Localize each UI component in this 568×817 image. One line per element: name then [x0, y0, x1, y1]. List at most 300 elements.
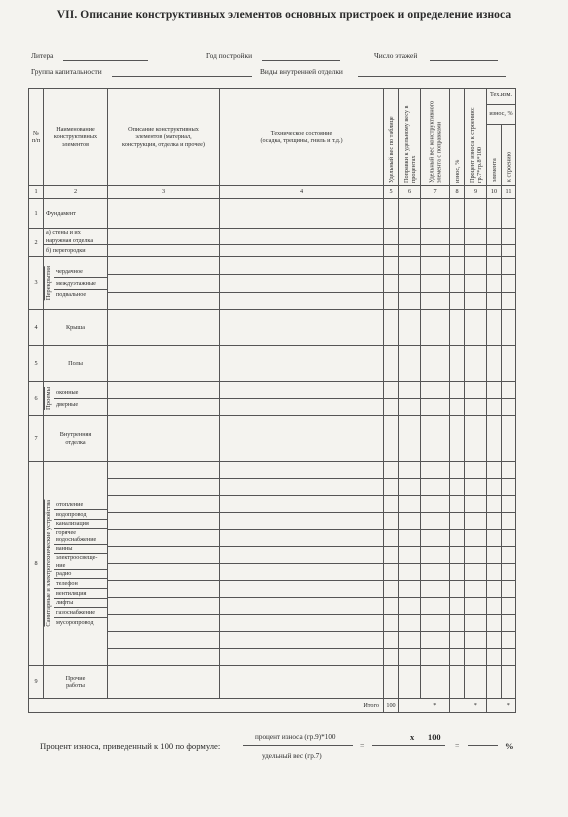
value-cell[interactable]: [421, 199, 450, 229]
state-cell[interactable]: [220, 229, 384, 245]
value-cell[interactable]: [399, 479, 421, 496]
col-header-wear: износ, %: [450, 89, 465, 186]
value-cell[interactable]: [384, 257, 399, 275]
col-header-corrections: Поправки к удельному весу в процентах: [399, 89, 421, 186]
desc-cell[interactable]: [108, 310, 220, 346]
desc-cell[interactable]: [108, 245, 220, 257]
desc-cell[interactable]: [108, 399, 220, 416]
value-cell[interactable]: [399, 632, 421, 649]
value-cell[interactable]: [421, 346, 450, 382]
equals-sign-2: =: [455, 741, 460, 750]
value-cell[interactable]: [399, 275, 421, 293]
value-cell[interactable]: [502, 462, 516, 479]
value-cell[interactable]: [487, 346, 502, 382]
state-cell[interactable]: [220, 310, 384, 346]
row-number: 3: [29, 257, 44, 310]
value-cell[interactable]: [384, 346, 399, 382]
sub-item: газоснабжение: [54, 608, 107, 618]
value-cell[interactable]: [502, 382, 516, 399]
value-cell[interactable]: [502, 615, 516, 632]
desc-cell[interactable]: [108, 581, 220, 598]
value-cell[interactable]: [502, 598, 516, 615]
year-label: Год постройки: [206, 51, 253, 60]
value-cell[interactable]: [487, 547, 502, 564]
col-header-tech: [487, 89, 516, 125]
value-cell[interactable]: [465, 547, 487, 564]
desc-cell[interactable]: [108, 479, 220, 496]
value-cell[interactable]: [487, 666, 502, 699]
table-row: [29, 416, 516, 462]
group-label: Группа капитальности: [31, 67, 102, 76]
value-cell[interactable]: [502, 199, 516, 229]
value-cell[interactable]: [421, 530, 450, 547]
col-header-name: Наименование конструктивных элементов: [44, 89, 108, 186]
value-cell[interactable]: [487, 257, 502, 275]
value-cell[interactable]: [502, 229, 516, 245]
value-cell[interactable]: [502, 632, 516, 649]
value-cell[interactable]: [487, 245, 502, 257]
value-cell[interactable]: [421, 416, 450, 462]
value-cell[interactable]: [399, 346, 421, 382]
row-number: 5: [29, 346, 44, 382]
state-cell[interactable]: [220, 513, 384, 530]
finish-field[interactable]: [358, 76, 506, 77]
value-cell[interactable]: [450, 275, 465, 293]
litera-field[interactable]: [63, 60, 148, 61]
value-cell[interactable]: [465, 462, 487, 479]
value-cell[interactable]: [487, 496, 502, 513]
value-cell[interactable]: [450, 581, 465, 598]
value-cell[interactable]: [399, 462, 421, 479]
value-cell[interactable]: [450, 496, 465, 513]
value-cell[interactable]: [502, 346, 516, 382]
value-cell[interactable]: [421, 513, 450, 530]
sub-item: междуэтажные: [54, 278, 107, 290]
value-cell[interactable]: [465, 615, 487, 632]
value-cell[interactable]: [487, 598, 502, 615]
value-cell[interactable]: [465, 293, 487, 310]
group-label-sanitary: Санитарные и электротехнические устройства: [45, 500, 52, 627]
value-cell[interactable]: [421, 547, 450, 564]
value-cell[interactable]: [487, 530, 502, 547]
value-cell[interactable]: [399, 382, 421, 399]
value-cell[interactable]: [465, 666, 487, 699]
col-header-desc: Описание конструктивных элементов (материал, конструкция, отделка и прочее): [108, 89, 220, 186]
sub-item: оконные: [54, 387, 107, 399]
col-num: 8: [450, 186, 465, 199]
value-cell[interactable]: [399, 310, 421, 346]
row-number: 1: [29, 199, 44, 229]
value-cell[interactable]: [421, 479, 450, 496]
value-cell[interactable]: [502, 564, 516, 581]
group-floors: [44, 257, 108, 310]
value-cell[interactable]: [421, 310, 450, 346]
value-cell[interactable]: [465, 310, 487, 346]
desc-cell[interactable]: [108, 666, 220, 699]
page-title: VII. Описание конструктивных элементов основных пристроек и определение износа: [56, 9, 512, 21]
sub-item: дверные: [56, 400, 79, 408]
desc-cell[interactable]: [108, 199, 220, 229]
sub-item: горячее водоснабжение: [54, 529, 107, 544]
value-cell[interactable]: [421, 229, 450, 245]
col-header-element: элемента: [487, 124, 502, 185]
value-cell[interactable]: [487, 564, 502, 581]
state-cell[interactable]: [220, 632, 384, 649]
element-label: Прочие работы: [44, 666, 108, 699]
value-cell[interactable]: [421, 564, 450, 581]
total-star: *: [421, 699, 450, 713]
value-cell[interactable]: [502, 399, 516, 416]
total-star: *: [502, 699, 516, 713]
element-label: б) перегородки: [44, 245, 108, 257]
state-cell[interactable]: [220, 462, 384, 479]
element-label: Крыша: [44, 310, 108, 346]
col-header-to-building: к строению: [502, 124, 516, 185]
table-row: [29, 245, 516, 257]
col-header-weight: Удельный вес по таблице: [384, 89, 399, 186]
value-cell[interactable]: [450, 666, 465, 699]
state-cell[interactable]: [220, 564, 384, 581]
value-cell[interactable]: [487, 462, 502, 479]
percent-sign: %: [505, 741, 514, 751]
value-cell[interactable]: [421, 462, 450, 479]
state-cell[interactable]: [220, 399, 384, 416]
value-cell[interactable]: [450, 615, 465, 632]
value-cell[interactable]: [502, 513, 516, 530]
value-cell[interactable]: [384, 245, 399, 257]
formula-denominator: удельный вес (гр.7): [262, 752, 322, 760]
value-cell[interactable]: [399, 496, 421, 513]
value-cell[interactable]: [502, 479, 516, 496]
value-cell[interactable]: [399, 530, 421, 547]
value-cell[interactable]: [384, 496, 399, 513]
value-cell[interactable]: [399, 615, 421, 632]
col-header-no: № п/п: [29, 89, 44, 186]
value-cell[interactable]: [450, 293, 465, 310]
value-cell[interactable]: [502, 547, 516, 564]
state-cell[interactable]: [220, 666, 384, 699]
value-cell[interactable]: [487, 229, 502, 245]
value-cell[interactable]: [502, 530, 516, 547]
value-cell[interactable]: [450, 346, 465, 382]
value-cell[interactable]: [384, 416, 399, 462]
value-cell[interactable]: [465, 382, 487, 399]
state-cell[interactable]: [220, 598, 384, 615]
value-cell[interactable]: [487, 479, 502, 496]
desc-cell[interactable]: [108, 513, 220, 530]
value-cell[interactable]: [384, 581, 399, 598]
desc-cell[interactable]: [108, 416, 220, 462]
value-cell[interactable]: [465, 416, 487, 462]
value-cell[interactable]: [384, 513, 399, 530]
sub-item: отопление: [54, 500, 107, 510]
total-star: *: [465, 699, 487, 713]
value-cell[interactable]: [450, 399, 465, 416]
value-cell[interactable]: [487, 581, 502, 598]
desc-cell[interactable]: [108, 462, 220, 479]
value-cell[interactable]: [399, 399, 421, 416]
value-cell[interactable]: [384, 598, 399, 615]
hundred-value: 100: [428, 733, 441, 742]
total-weight: 100: [384, 699, 399, 713]
col-num: 2: [44, 186, 108, 199]
row-number: 9: [29, 666, 44, 699]
value-cell[interactable]: [399, 513, 421, 530]
row-number: 4: [29, 310, 44, 346]
value-cell[interactable]: [502, 666, 516, 699]
desc-cell[interactable]: [108, 649, 220, 666]
desc-cell[interactable]: [108, 293, 220, 310]
value-cell[interactable]: [421, 615, 450, 632]
value-cell[interactable]: [502, 257, 516, 275]
value-cell[interactable]: [421, 632, 450, 649]
value-cell[interactable]: [465, 649, 487, 666]
value-cell[interactable]: [384, 632, 399, 649]
state-cell[interactable]: [220, 547, 384, 564]
state-cell[interactable]: [220, 615, 384, 632]
value-cell[interactable]: [384, 310, 399, 346]
value-cell[interactable]: [421, 382, 450, 399]
col-num: 11: [502, 186, 516, 199]
table-row: [29, 382, 516, 399]
desc-cell[interactable]: [108, 564, 220, 581]
state-cell[interactable]: [220, 382, 384, 399]
state-cell[interactable]: [220, 649, 384, 666]
value-cell[interactable]: [421, 598, 450, 615]
state-cell[interactable]: [220, 199, 384, 229]
floors-label: Число этажей: [374, 51, 418, 60]
value-cell[interactable]: [384, 530, 399, 547]
sub-item: чердачное: [54, 266, 107, 278]
group-field[interactable]: [112, 76, 252, 77]
desc-cell[interactable]: [108, 382, 220, 399]
value-cell[interactable]: [421, 245, 450, 257]
value-cell[interactable]: [450, 513, 465, 530]
year-field[interactable]: [262, 60, 340, 61]
value-cell[interactable]: [487, 632, 502, 649]
value-cell[interactable]: [421, 649, 450, 666]
value-cell[interactable]: [399, 666, 421, 699]
value-cell[interactable]: [450, 530, 465, 547]
state-cell[interactable]: [220, 496, 384, 513]
table-row: [29, 462, 516, 479]
desc-cell[interactable]: [108, 275, 220, 293]
desc-cell[interactable]: [108, 229, 220, 245]
value-cell[interactable]: [421, 257, 450, 275]
value-cell[interactable]: [421, 293, 450, 310]
value-cell[interactable]: [465, 257, 487, 275]
value-cell[interactable]: [465, 598, 487, 615]
desc-cell[interactable]: [108, 257, 220, 275]
value-cell[interactable]: [502, 581, 516, 598]
value-cell[interactable]: [384, 615, 399, 632]
col-num: 9: [465, 186, 487, 199]
desc-cell[interactable]: [108, 615, 220, 632]
state-cell[interactable]: [220, 275, 384, 293]
fraction-line: [243, 745, 353, 746]
table-row: [29, 229, 516, 245]
element-label: Фундамент: [44, 199, 108, 229]
value-cell[interactable]: [384, 229, 399, 245]
sub-item: подвальное: [56, 291, 87, 299]
value-cell[interactable]: [421, 666, 450, 699]
value-cell[interactable]: [384, 399, 399, 416]
value-cell[interactable]: [465, 245, 487, 257]
value-cell[interactable]: [502, 649, 516, 666]
value-cell[interactable]: [450, 199, 465, 229]
value-cell[interactable]: [487, 399, 502, 416]
value-cell[interactable]: [465, 399, 487, 416]
state-cell[interactable]: [220, 479, 384, 496]
value-cell[interactable]: [384, 547, 399, 564]
floors-field[interactable]: [430, 60, 498, 61]
value-cell[interactable]: [399, 245, 421, 257]
value-cell[interactable]: [384, 293, 399, 310]
state-cell[interactable]: [220, 416, 384, 462]
col-num: 10: [487, 186, 502, 199]
value-cell[interactable]: [450, 649, 465, 666]
value-cell[interactable]: [465, 346, 487, 382]
total-label: Итого: [29, 699, 384, 713]
value-cell[interactable]: [450, 547, 465, 564]
value-cell[interactable]: [384, 462, 399, 479]
value-cell[interactable]: [384, 199, 399, 229]
col-num: 1: [29, 186, 44, 199]
value-cell[interactable]: [465, 199, 487, 229]
desc-cell[interactable]: [108, 346, 220, 382]
value-cell[interactable]: [384, 275, 399, 293]
value-cell[interactable]: [399, 293, 421, 310]
sub-item: вентиляция: [54, 589, 107, 599]
value-cell[interactable]: [502, 293, 516, 310]
value-cell[interactable]: [502, 496, 516, 513]
total-row: [29, 699, 516, 713]
col-num: 5: [384, 186, 399, 199]
desc-cell[interactable]: [108, 530, 220, 547]
value-cell[interactable]: [421, 399, 450, 416]
element-label: Внутренняя отделка: [44, 416, 108, 462]
value-cell[interactable]: [502, 310, 516, 346]
value-cell[interactable]: [487, 310, 502, 346]
value-cell[interactable]: [421, 275, 450, 293]
value-cell[interactable]: [450, 257, 465, 275]
group-label-openings: Проемы: [45, 387, 52, 410]
row-number: 6: [29, 382, 44, 416]
result-field[interactable]: [468, 745, 498, 746]
value-cell[interactable]: [465, 564, 487, 581]
sub-item: канализация: [54, 520, 107, 530]
value-cell[interactable]: [487, 615, 502, 632]
value-cell[interactable]: [502, 416, 516, 462]
value-cell[interactable]: [450, 245, 465, 257]
value-cell[interactable]: [399, 416, 421, 462]
value-cell[interactable]: [384, 666, 399, 699]
sub-item: лифты: [54, 599, 107, 609]
state-cell[interactable]: [220, 257, 384, 275]
value-cell[interactable]: [487, 513, 502, 530]
row-number: 2: [29, 229, 44, 257]
group-label-floors: Перекрытия: [45, 265, 52, 301]
value-cell[interactable]: [421, 581, 450, 598]
column-number-row: [29, 186, 516, 199]
value-cell[interactable]: [502, 245, 516, 257]
value-cell[interactable]: [450, 310, 465, 346]
value-cell[interactable]: [399, 598, 421, 615]
desc-cell[interactable]: [108, 547, 220, 564]
desc-cell[interactable]: [108, 496, 220, 513]
value-cell[interactable]: [487, 275, 502, 293]
table-row: [29, 257, 516, 275]
col-num: 6: [399, 186, 421, 199]
value-cell[interactable]: [450, 632, 465, 649]
value-cell[interactable]: [450, 598, 465, 615]
col-num: 3: [108, 186, 220, 199]
value-cell[interactable]: [384, 564, 399, 581]
desc-cell[interactable]: [108, 632, 220, 649]
value-cell[interactable]: [465, 479, 487, 496]
value-cell[interactable]: [399, 581, 421, 598]
value-cell[interactable]: [450, 229, 465, 245]
value-cell[interactable]: [487, 382, 502, 399]
value-cell[interactable]: [450, 382, 465, 399]
result-line: [372, 745, 445, 746]
state-cell[interactable]: [220, 530, 384, 547]
formula-lead: Процент износа, приведенный к 100 по формуле:: [40, 741, 221, 751]
value-cell[interactable]: [399, 547, 421, 564]
group-openings: [44, 382, 108, 416]
state-cell[interactable]: [220, 245, 384, 257]
value-cell[interactable]: [450, 479, 465, 496]
value-cell[interactable]: [487, 649, 502, 666]
value-cell[interactable]: [487, 293, 502, 310]
state-cell[interactable]: [220, 293, 384, 310]
value-cell[interactable]: [384, 382, 399, 399]
tech-label: Тех.изм.: [490, 91, 512, 98]
value-cell[interactable]: [487, 416, 502, 462]
value-cell[interactable]: [399, 199, 421, 229]
value-cell[interactable]: [450, 462, 465, 479]
value-cell[interactable]: [502, 275, 516, 293]
state-cell[interactable]: [220, 346, 384, 382]
formula-numerator: процент износа (гр.9)*100: [255, 733, 336, 741]
value-cell[interactable]: [450, 564, 465, 581]
value-cell[interactable]: [399, 257, 421, 275]
value-cell[interactable]: [384, 649, 399, 666]
value-cell[interactable]: [487, 199, 502, 229]
value-cell[interactable]: [399, 229, 421, 245]
value-cell[interactable]: [384, 479, 399, 496]
table-row: [29, 346, 516, 382]
value-cell[interactable]: [465, 229, 487, 245]
element-label: а) стены и их наружная отделка: [44, 229, 108, 245]
value-cell[interactable]: [465, 530, 487, 547]
value-cell[interactable]: [465, 581, 487, 598]
value-cell[interactable]: [450, 416, 465, 462]
state-cell[interactable]: [220, 581, 384, 598]
value-cell[interactable]: [465, 632, 487, 649]
desc-cell[interactable]: [108, 598, 220, 615]
table-row: [29, 199, 516, 229]
value-cell[interactable]: [399, 649, 421, 666]
multiply-sign: х: [410, 733, 415, 742]
value-cell[interactable]: [465, 513, 487, 530]
litera-label: Литера: [31, 51, 54, 60]
value-cell[interactable]: [421, 496, 450, 513]
value-cell[interactable]: [465, 275, 487, 293]
value-cell[interactable]: [465, 496, 487, 513]
value-cell[interactable]: [399, 564, 421, 581]
equals-sign: =: [360, 741, 365, 750]
